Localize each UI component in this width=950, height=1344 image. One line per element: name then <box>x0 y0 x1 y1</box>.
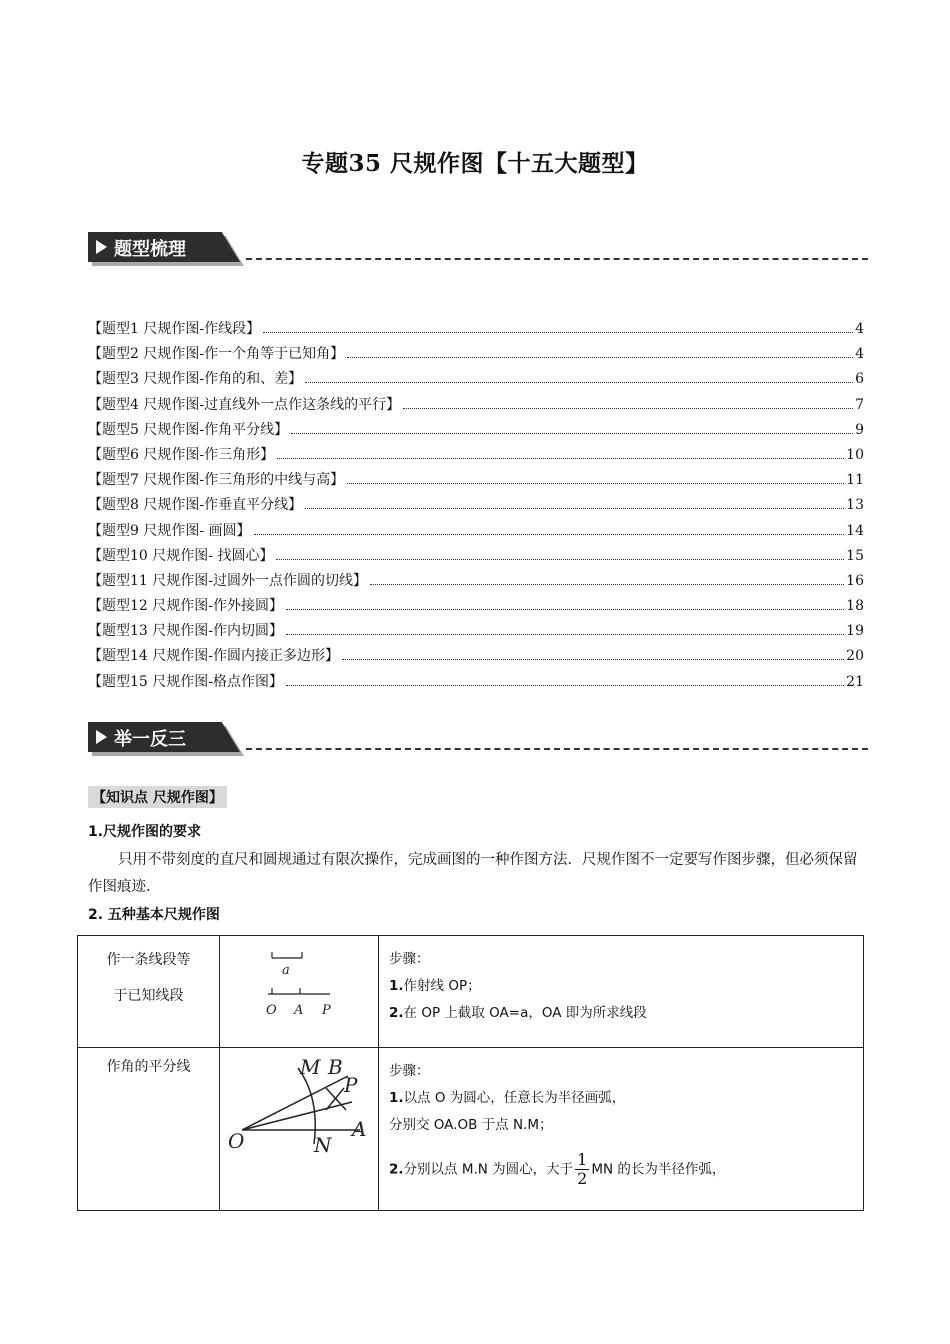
section-heading: 2. 五种基本尺规作图 <box>88 907 220 923</box>
label-A: A <box>294 1003 304 1018</box>
toc-entry-label: 【题型4 尺规作图-过直线外一点作这条线的平行】 <box>88 396 401 413</box>
construction-steps: 步骤： 1.作射线 OP； 2.在 OP 上截取 OA=a，OA 即为所求线段 <box>379 936 864 1048</box>
page-title: 专题35 尺规作图【十五大题型】 <box>301 150 649 177</box>
table-row <box>78 936 864 1048</box>
toc-entry-page: 10 <box>846 446 864 463</box>
toc-entry-page: 11 <box>846 472 864 489</box>
segment-figure <box>220 936 378 1043</box>
construction-figure <box>220 936 379 1048</box>
toc-entry-label: 【题型9 尺规作图- 画圆】 <box>88 522 251 539</box>
toc-entry[interactable] <box>88 469 864 494</box>
toc-dot-leader <box>277 458 844 459</box>
toc-entry[interactable] <box>88 595 864 620</box>
toc-entry[interactable] <box>88 545 864 570</box>
toc-dot-leader <box>370 584 844 585</box>
banner-label: 题型梳理 <box>114 239 186 260</box>
toc-dot-leader <box>347 357 853 358</box>
construction-name: 作一条线段等 于已知线段 <box>78 936 220 1048</box>
toc-entry[interactable] <box>88 520 864 545</box>
toc-entry[interactable] <box>88 620 864 645</box>
toc-entry-page: 7 <box>855 396 864 413</box>
toc-entry[interactable] <box>88 368 864 393</box>
toc-entry[interactable] <box>88 671 864 696</box>
toc-entry-page: 21 <box>846 673 864 690</box>
knowledge-point-tag: 【知识点 尺规作图】 <box>88 786 227 808</box>
toc-entry-label: 【题型5 尺规作图-作角平分线】 <box>88 421 289 438</box>
table-of-contents <box>88 318 864 696</box>
construction-name: 作角的平分线 <box>78 1048 220 1211</box>
toc-dot-leader <box>254 534 845 535</box>
toc-entry-page: 18 <box>846 598 864 615</box>
toc-entry[interactable] <box>88 570 864 595</box>
toc-entry-page: 15 <box>846 547 864 564</box>
toc-entry-page: 4 <box>855 321 864 337</box>
label-N: N <box>314 1133 332 1157</box>
label-P: P <box>322 1003 331 1018</box>
toc-entry-label: 【题型8 尺规作图-作垂直平分线】 <box>88 497 303 514</box>
section-heading: 1.尺规作图的要求 <box>88 824 202 840</box>
label-a: a <box>282 963 290 978</box>
label-O: O <box>228 1129 245 1153</box>
toc-dot-leader <box>305 508 844 509</box>
toc-entry-label: 【题型1 尺规作图-作线段】 <box>88 321 261 337</box>
section-paragraph: 只用不带刻度的直尺和圆规通过有限次操作，完成画图的一种作图方法．尺规作图不一定要写作图步骤，但必须保留作图痕迹. <box>88 852 858 895</box>
construction-table <box>77 935 864 1211</box>
toc-entry-page: 9 <box>855 421 864 438</box>
toc-entry[interactable] <box>88 645 864 670</box>
toc-entry[interactable] <box>88 394 864 419</box>
section-banner-toc <box>88 232 868 268</box>
toc-entry-label: 【题型15 尺规作图-格点作图】 <box>88 673 283 690</box>
dashed-divider <box>246 258 868 260</box>
toc-entry[interactable] <box>88 494 864 519</box>
toc-entry[interactable] <box>88 419 864 444</box>
toc-entry-page: 19 <box>846 623 864 640</box>
toc-entry-label: 【题型7 尺规作图-作三角形的中线与高】 <box>88 472 345 489</box>
label-A: A <box>352 1117 367 1141</box>
angle-bisector-figure <box>220 1048 378 1206</box>
toc-entry[interactable] <box>88 318 864 343</box>
section-banner-practice <box>88 722 868 758</box>
fraction-one-half: $\frac{1}{2}$ <box>577 1150 588 1188</box>
play-arrow-icon <box>96 240 107 254</box>
label-M: M <box>300 1055 321 1079</box>
toc-dot-leader <box>291 433 853 434</box>
toc-dot-leader <box>342 659 844 660</box>
construction-steps: 步骤： 1.以点 O 为圆心，任意长为半径画弧， 分别交 OA.OB 于点 N.M； 2.分别以点 M.N 为圆心，大于 $\frac{1}{2}$ MN 的长为半径作弧， <box>379 1048 864 1211</box>
toc-entry-label: 【题型10 尺规作图- 找圆心】 <box>88 547 274 564</box>
toc-dot-leader <box>305 382 853 383</box>
label-P: P <box>344 1073 358 1097</box>
toc-entry-page: 20 <box>846 648 864 665</box>
play-arrow-icon <box>96 730 107 744</box>
toc-dot-leader <box>403 408 853 409</box>
table-row <box>78 1048 864 1211</box>
toc-entry-label: 【题型6 尺规作图-作三角形】 <box>88 446 275 463</box>
toc-entry-page: 4 <box>855 346 864 363</box>
toc-entry[interactable] <box>88 343 864 368</box>
toc-entry[interactable] <box>88 444 864 469</box>
toc-entry-label: 【题型13 尺规作图-作内切圆】 <box>88 623 283 640</box>
toc-entry-label: 【题型14 尺规作图-作圆内接正多边形】 <box>88 648 339 665</box>
toc-entry-page: 14 <box>846 522 864 539</box>
toc-dot-leader <box>263 332 853 333</box>
construction-figure <box>220 1048 379 1211</box>
toc-dot-leader <box>286 634 844 635</box>
toc-entry-label: 【题型2 尺规作图-作一个角等于已知角】 <box>88 346 345 363</box>
toc-entry-page: 16 <box>846 572 864 589</box>
toc-dot-leader <box>347 483 844 484</box>
toc-entry-page: 13 <box>846 497 864 514</box>
dashed-divider <box>246 748 868 750</box>
toc-dot-leader <box>286 685 844 686</box>
toc-dot-leader <box>286 609 844 610</box>
toc-entry-page: 6 <box>855 371 864 388</box>
toc-entry-label: 【题型12 尺规作图-作外接圆】 <box>88 598 283 615</box>
toc-entry-label: 【题型3 尺规作图-作角的和、差】 <box>88 371 303 388</box>
label-O: O <box>266 1003 277 1018</box>
toc-dot-leader <box>276 559 844 560</box>
label-B: B <box>328 1055 343 1079</box>
toc-entry-label: 【题型11 尺规作图-过圆外一点作圆的切线】 <box>88 572 367 589</box>
banner-label: 举一反三 <box>114 729 186 750</box>
